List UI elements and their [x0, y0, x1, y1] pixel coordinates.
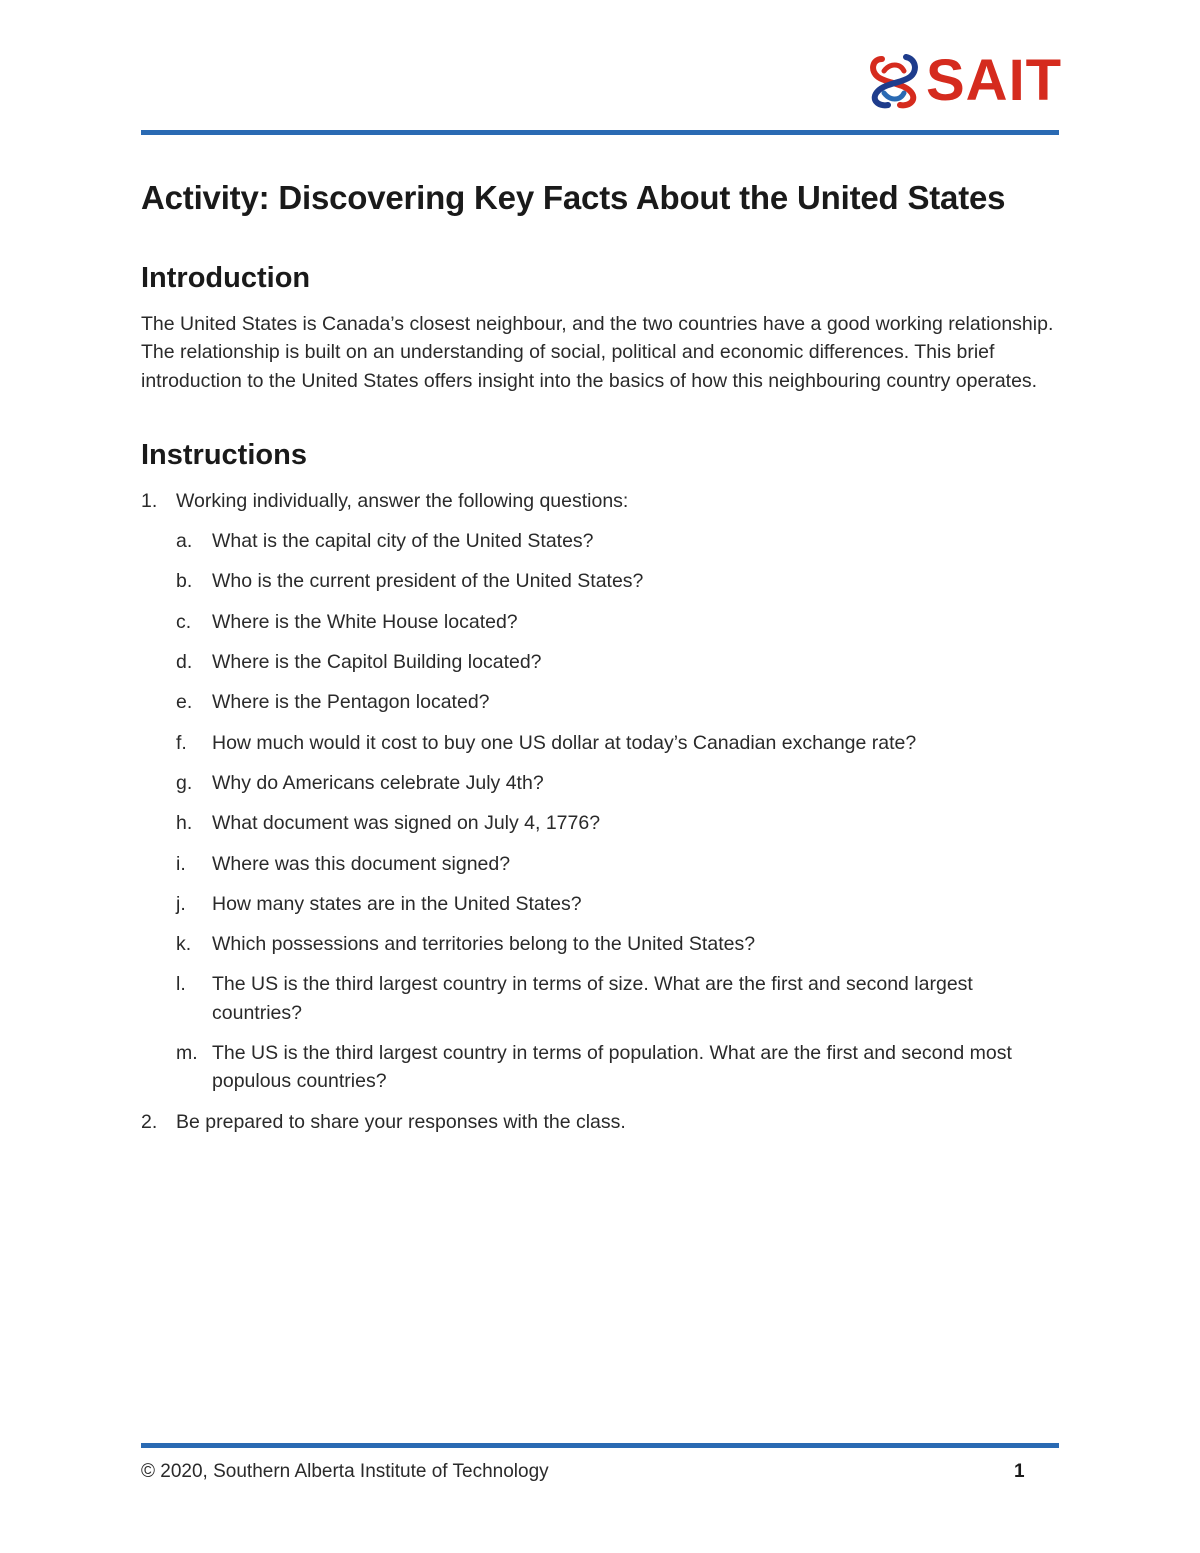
- question-item: [176, 729, 1059, 757]
- instructions-heading: Instructions: [141, 438, 307, 471]
- question-item: [176, 567, 1059, 595]
- question-letter: k.: [176, 933, 192, 956]
- step-number: 1.: [141, 489, 158, 512]
- question-item: [176, 608, 1059, 636]
- step-number: 2.: [141, 1110, 158, 1133]
- introduction-paragraph: The United States is Canada’s closest neighbour, and the two countries have a good working relationship. The relationship is built on an understanding of social, political and economic differences. This brief introduction to the United States offers insight into the basics of how this neighbouring country operates.: [141, 313, 1054, 392]
- question-letter: f.: [176, 731, 187, 754]
- question-item: [176, 527, 1059, 555]
- footer-copyright: © 2020, Southern Alberta Institute of Technology: [141, 1461, 549, 1482]
- question-item: [176, 890, 1059, 918]
- question-letter: c.: [176, 610, 192, 633]
- question-letter: l.: [176, 973, 186, 996]
- document-body: [141, 178, 1059, 1136]
- sait-knot-icon: [866, 53, 922, 109]
- logo-wordmark: SAIT: [926, 48, 1063, 113]
- question-letter: i.: [176, 852, 186, 875]
- question-letter: e.: [176, 691, 193, 714]
- footer-divider: [141, 1443, 1059, 1448]
- question-letter: h.: [176, 812, 193, 835]
- question-letter: j.: [176, 892, 186, 915]
- step-text: Be prepared to share your responses with the class.: [176, 1110, 626, 1133]
- question-item: [176, 970, 1059, 1027]
- step-text: Working individually, answer the following questions:: [176, 489, 629, 512]
- question-text: Why do Americans celebrate July 4th?: [212, 771, 544, 794]
- question-text: Where is the Pentagon located?: [212, 691, 490, 714]
- instruction-step-1: [141, 487, 1059, 1096]
- question-text: How many states are in the United States?: [212, 892, 582, 915]
- page-number: 1: [1014, 1461, 1025, 1482]
- question-text: Where was this document signed?: [212, 852, 511, 875]
- header-divider: [141, 130, 1059, 135]
- question-item: [176, 809, 1059, 837]
- question-item: [176, 688, 1059, 716]
- sait-logo: [866, 50, 1062, 112]
- question-text: Which possessions and territories belong to the United States?: [212, 933, 756, 956]
- question-text: How much would it cost to buy one US dollar at today’s Canadian exchange rate?: [212, 731, 917, 754]
- question-letter: d.: [176, 651, 193, 674]
- question-letter: a.: [176, 530, 193, 553]
- question-letter: m.: [176, 1042, 198, 1065]
- question-text: The US is the third largest country in terms of size. What are the first and second largest countries?: [212, 973, 973, 1024]
- question-text: What is the capital city of the United States?: [212, 530, 594, 553]
- question-item: [176, 1039, 1059, 1096]
- instruction-step-2: [141, 1108, 1059, 1136]
- question-text: Where is the White House located?: [212, 610, 518, 633]
- question-text: Where is the Capitol Building located?: [212, 651, 542, 674]
- question-letter: b.: [176, 570, 193, 593]
- question-letter: g.: [176, 771, 193, 794]
- question-list: [176, 527, 1059, 1095]
- introduction-heading: Introduction: [141, 262, 311, 294]
- page-title: Activity: Discovering Key Facts About the United States: [141, 179, 1006, 216]
- question-text: The US is the third largest country in terms of population. What are the first and second most populous countries?: [212, 1042, 1012, 1093]
- question-item: [176, 850, 1059, 878]
- question-item: [176, 930, 1059, 958]
- question-text: What document was signed on July 4, 1776?: [212, 812, 601, 835]
- question-text: Who is the current president of the United States?: [212, 570, 644, 593]
- question-item: [176, 769, 1059, 797]
- instructions-list: [141, 487, 1059, 1136]
- question-item: [176, 648, 1059, 676]
